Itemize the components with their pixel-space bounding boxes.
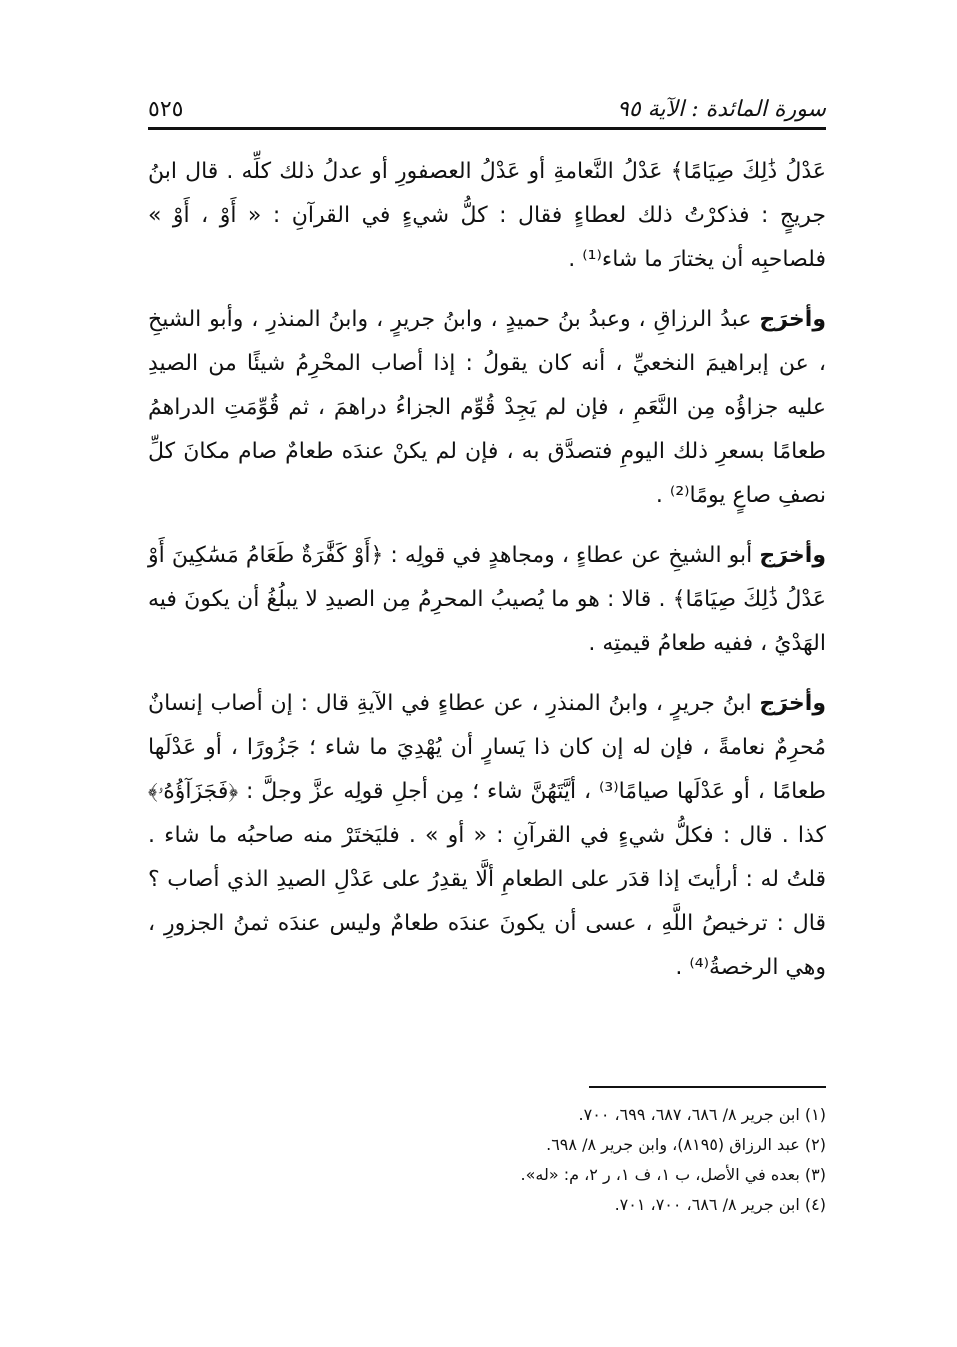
- running-title: سورة المائدة : الآية ٩٥: [617, 97, 826, 122]
- paragraph-text: عَدْلُ ذَٰلِكَ صِيَامًا﴾ عَدْلُ النَّعامةِ أو عَدْلُ العصفورِ أو عدلُ ذلك كلِّه . قال ابنُ جريجٍ : فذكرْتُ ذلك لعطاءٍ فقال : كلُّ شيءٍ في القرآنِ : « أَوْ ، أَوْ » فلصاحبِه أن يختارَ ما شاء⁽¹⁾ .: [148, 159, 826, 272]
- page-header: [148, 82, 826, 122]
- paragraph-text: أبو الشيخِ عن عطاءٍ ، ومجاهدٍ في قولِه : ﴿أَوْ كَفَّٰرَةٌ طَعَامُ مَسَٰكِينَ أَوْ عَدْلُ ذَٰلِكَ صِيَامًا﴾ . قالا : هو ما يُصيبُ المحرِمُ مِن الصيدِ لا يبلُغُ أن يكونَ فيه الهَدْيُ ، ففيه طعامُ قيمتِه .: [148, 543, 826, 656]
- footnote: (٣) بعده في الأصل، ب ١، ف ١، ر ٢، م: «له».: [520, 1165, 826, 1184]
- page-number: ٥٢٥: [148, 97, 184, 122]
- footnote: (٤) ابن جرير ٨/ ٦٨٦، ٧٠٠، ٧٠١.: [614, 1195, 826, 1214]
- paragraph: [148, 682, 826, 990]
- paragraph: [148, 150, 826, 282]
- footnote-rule: [589, 1086, 826, 1088]
- paragraph-text: عبدُ الرزاقِ ، وعبدُ بنُ حميدٍ ، وابنُ جريرٍ ، وابنُ المنذرِ ، وأبو الشيخِ ، عن إبراهيمَ النخعيِّ ، أنه كان يقولُ : إذا أصاب المحْرِمُ شيئًا من الصيدِ عليه جزاؤُه مِن النَّعَمِ ، فإن لم يَجِدْ قُوِّم الجزاءُ دراهمَ ، ثم قُوِّمَتِ الدراهمُ طعامًا بسعرِ ذلك اليومِ فتصدَّق به ، فإن لم يكنْ عندَه طعامٌ صام مكانَ كلِّ نصفِ صاعٍ يومًا⁽²⁾ .: [148, 307, 826, 508]
- paragraph-lead: وأخرَج: [759, 307, 826, 332]
- footnote: (٢) عبد الرزاق (٨١٩٥)، وابن جرير ٨/ ٦٩٨.: [546, 1135, 826, 1154]
- header-rule: [148, 127, 826, 130]
- paragraph: [148, 534, 826, 666]
- footnotes: [148, 1100, 826, 1220]
- paragraph-lead: وأخرَج: [759, 543, 826, 568]
- main-text: [148, 150, 826, 1006]
- paragraph: [148, 298, 826, 518]
- paragraph-text: ابنُ جريرٍ ، وابنُ المنذرِ ، عن عطاءٍ في الآيةِ قال : إن أصاب إنسانٌ مُحرِمٌ نعامةً ، فإن له إن كان ذا يَسارٍ أن يُهْدِيَ ما شاء ؛ جَزُورًا ، أو عَدْلَها طعامًا ، أو عَدْلَها صيامًا⁽³⁾ ، أيَّتَهُنَّ شاء ؛ مِن أجلِ قولِه عزَّ وجلَّ : ﴿فَجَزَآؤُهُۥ﴾ كذا . قال : فكلُّ شيءٍ في القرآنِ : « أو » . فليَختَرْ منه صاحبُه ما شاء . قلتُ له : أرأيتَ إذا قدَر على الطعامِ ألَّا يقدِرُ على عَدْلِ الصيدِ الذي أصاب ؟ قال : ترخيصُ اللَّهِ ، عسى أن يكونَ عندَه طعامٌ وليس عندَه ثمنُ الجزورِ ، وهي الرخصةُ⁽⁴⁾ .: [148, 691, 827, 980]
- paragraph-lead: وأخرَج: [759, 691, 826, 716]
- footnote: (١) ابن جرير ٨/ ٦٨٦، ٦٨٧، ٦٩٩، ٧٠٠.: [578, 1105, 826, 1124]
